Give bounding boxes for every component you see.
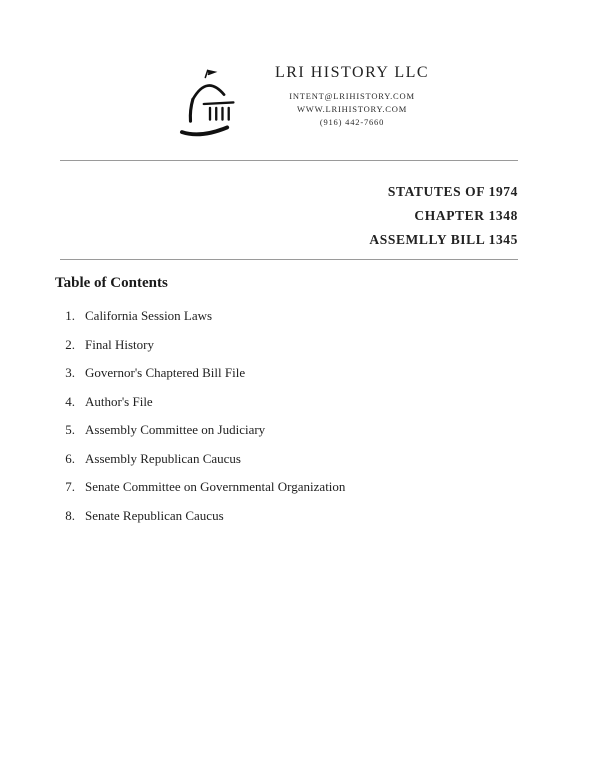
toc-item	[55, 508, 535, 523]
toc-item-label: Senate Committee on Governmental Organization	[85, 479, 346, 494]
toc-item-number: 4.	[65, 393, 75, 409]
statutes-block	[60, 180, 518, 252]
company-name: LRI HISTORY LLC	[274, 64, 430, 81]
toc-list	[55, 308, 535, 536]
toc-item-label: Senate Republican Caucus	[85, 507, 224, 523]
chapter-line: CHAPTER 1348	[414, 208, 518, 223]
toc-item-number: 7.	[65, 479, 75, 494]
company-block	[275, 58, 429, 129]
toc-item-label: Governor's Chaptered Bill File	[85, 365, 246, 380]
toc-title: Table of Contents	[55, 275, 168, 291]
statutes-line: STATUTES OF 1974	[387, 184, 518, 199]
toc-item-label: California Session Laws	[85, 308, 213, 323]
toc-item	[55, 479, 535, 494]
toc-item-number: 8.	[65, 507, 75, 523]
divider-middle	[60, 259, 518, 260]
company-website: WWW.LRIHISTORY.COM	[296, 104, 408, 114]
toc-item	[55, 394, 535, 409]
toc-item	[55, 308, 535, 323]
assembly-bill-line: ASSEMLLY BILL 1345	[369, 232, 518, 247]
toc-item	[55, 337, 535, 352]
toc-item-label: Assembly Committee on Judiciary	[85, 422, 266, 437]
capitol-logo-icon	[171, 62, 249, 146]
toc-item-number: 3.	[65, 365, 75, 380]
toc-item-number: 6.	[65, 450, 75, 466]
toc-item-number: 1.	[65, 308, 75, 323]
divider-top	[60, 160, 518, 161]
company-phone: (916) 442-7660	[319, 117, 385, 127]
toc-item-label: Final History	[85, 336, 154, 352]
toc-item-number: 5.	[65, 422, 75, 437]
letterhead	[0, 58, 600, 146]
toc-item-label: Author's File	[85, 393, 153, 409]
toc-item	[55, 451, 535, 466]
company-email: INTENT@LRIHISTORY.COM	[289, 91, 415, 101]
toc-item	[55, 365, 535, 380]
toc-item-number: 2.	[65, 336, 75, 352]
toc-item-label: Assembly Republican Caucus	[85, 450, 241, 466]
toc-item	[55, 422, 535, 437]
